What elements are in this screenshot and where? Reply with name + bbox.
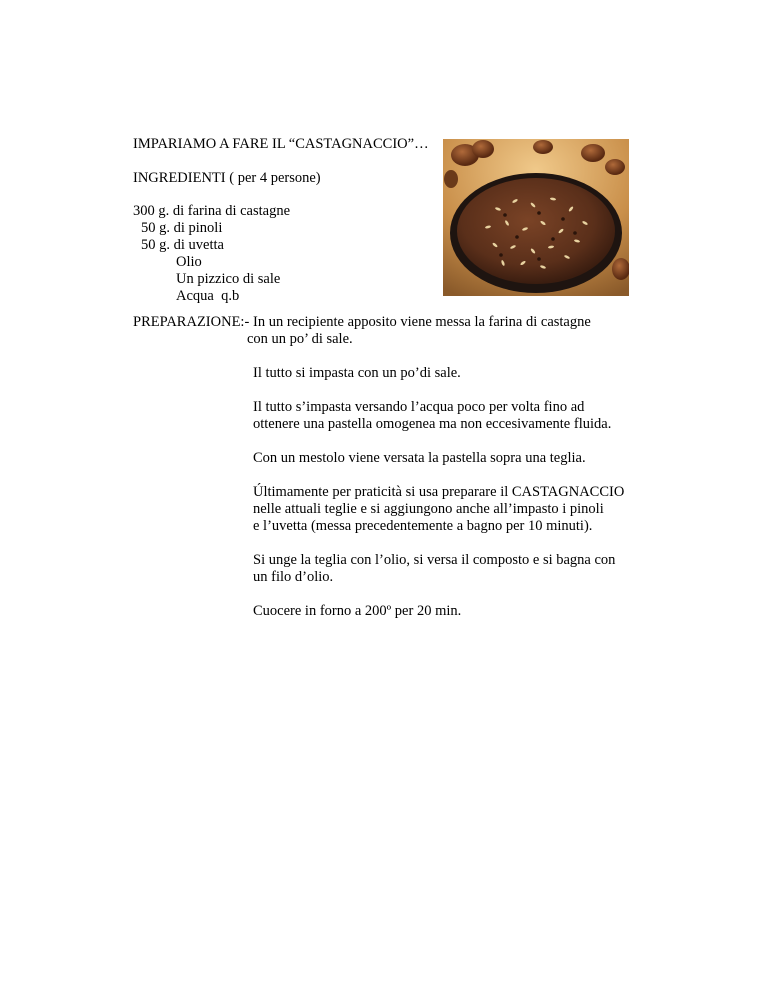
preparation-step-line: e l’uvetta (messa precedentemente a bagno per 10 minuti). [253, 518, 593, 534]
preparation-step-line: Con un mestolo viene versata la pastella sopra una teglia. [253, 450, 586, 466]
preparation-step-line: Últimamente per praticità si usa preparare il CASTAGNACCIO [253, 484, 625, 500]
ingredient-item: Un pizzico di sale [176, 271, 281, 287]
ingredient-item: 50 g. di pinoli [141, 220, 223, 236]
preparation-step-line: Si unge la teglia con l’olio, si versa il composto e si bagna con [253, 552, 616, 568]
preparation-step-line: Il tutto si impasta con un po’di sale. [253, 365, 461, 381]
preparation-step-line: un filo d’olio. [253, 569, 334, 585]
preparation-step-line: nelle attuali teglie e si aggiungono anche all’impasto i pinoli [253, 501, 604, 517]
recipe-title: IMPARIAMO A FARE IL “CASTAGNACCIO”… [133, 136, 429, 152]
ingredients-heading: INGREDIENTI ( per 4 persone) [133, 170, 321, 186]
preparation-step-line: In un recipiente apposito viene messa la farina di castagne [253, 314, 591, 330]
preparation-step-line: con un po’ di sale. [247, 331, 353, 347]
preparation-step-line: ottenere una pastella omogenea ma non eccesivamente fluida. [253, 416, 612, 432]
ingredient-item: 50 g. di uvetta [141, 237, 224, 253]
preparation-step-line: Il tutto s’impasta versando l’acqua poco per volta fino ad [253, 399, 585, 415]
ingredient-item: Olio [176, 254, 202, 270]
preparation-label: PREPARAZIONE:- [133, 314, 250, 330]
preparation-step-line: Cuocere in forno a 200º per 20 min. [253, 603, 462, 619]
cake [457, 178, 615, 284]
ingredient-item: Acqua q.b [176, 288, 240, 304]
ingredient-item: 300 g. di farina di castagne [133, 203, 291, 219]
castagnaccio-photo [443, 139, 629, 296]
